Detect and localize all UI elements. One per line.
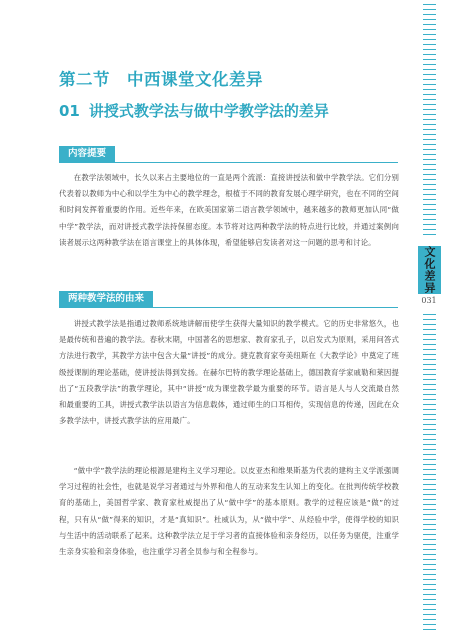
- edge-rule-line: [423, 414, 436, 415]
- section-number: 01: [59, 102, 80, 120]
- edge-rule-line: [423, 39, 436, 40]
- edge-rule-line: [423, 154, 436, 155]
- summary-paragraph: 在教学法领域中，长久以来占主要地位的一直是两个流派：直接讲授法和做中学教学法。它们分别代表着以教师为中心和以学生为中心的教学理念，根植于不同的教育发展心理学研究，也在不同的空间和时间发挥着重要的作用。近些年来，在欧美国家第二语言教学领域中，越来越多的教师更加认同“做中学”教学法，而对讲授式教学法持保留态度。本节将对这两种教学法的特点进行比较，并通过案例向读者展示这两种教学法在语言课堂上的具体体现，希望能够启发读者对这一问题的思考和讨论。: [59, 173, 399, 247]
- edge-rule-line: [423, 469, 436, 470]
- edge-rule-line: [423, 579, 436, 580]
- edge-rule-line: [423, 534, 436, 535]
- edge-rule-line: [423, 109, 436, 110]
- edge-rule-line: [423, 44, 436, 45]
- edge-rule-line: [423, 584, 436, 585]
- edge-rule-line: [423, 204, 436, 205]
- edge-rule-line: [423, 69, 436, 70]
- edge-rule-line: [423, 614, 436, 615]
- section-title-text: 讲授式教学法与做中学教学法的差异: [88, 102, 329, 120]
- edge-rule-line: [423, 619, 436, 620]
- edge-rule-line: [423, 199, 436, 200]
- page-number: 031: [421, 296, 437, 305]
- edge-rule-line: [423, 564, 436, 565]
- edge-rule-line: [423, 354, 436, 355]
- edge-rule-line: [423, 139, 436, 140]
- edge-rule-line: [423, 434, 436, 435]
- edge-rule-line: [423, 89, 436, 90]
- origin-heading-bar: [59, 291, 398, 308]
- edge-rule-line: [423, 104, 436, 105]
- edge-rule-line: [423, 34, 436, 35]
- edge-rule-line: [423, 384, 436, 385]
- edge-rule-line: [423, 219, 436, 220]
- edge-rule-line: [423, 624, 436, 625]
- edge-rule-line: [423, 339, 436, 340]
- edge-rule-line: [423, 49, 436, 50]
- edge-rule-line: [423, 529, 436, 530]
- learning-by-doing-paragraph: “做中学”教学法的理论根源是建构主义学习理论。以皮亚杰和维果斯基为代表的建构主义学派强调学习过程的社会性，也就是说学习者通过与外界和他人的互动来发生认知上的变化。在批判传统学校教育的基础上，美国哲学家、教育家杜威提出了从“做中学”的基本原则。教学的过程应该是“做”的过程，只有从“做”得来的知识，才是“真知识”。杜威认为，从“做中学”、从经验中学，使得学校的知识与生活中的活动联系了起来。这种教学法立足于学习者的直接体验和亲身经历，以任务为驱使，注重学生亲身实验和亲身体验，也注重学习者全员参与和全程参与。: [59, 466, 399, 557]
- edge-rule-line: [423, 29, 436, 30]
- edge-rule-line: [423, 184, 436, 185]
- edge-rule-line: [423, 94, 436, 95]
- chapter-title: 第二节 中西课堂文化差异: [59, 70, 263, 89]
- edge-rule-line: [423, 609, 436, 610]
- lecture-method-paragraph: 讲授式教学法是指通过教师系统地讲解而使学生获得大量知识的教学模式。它的历史非常悠久，也是最传统和普遍的教学法。春秋末期，中国著名的思想家、教育家孔子，以启发式为原则，采用问答式方法进行教学，其教学方法中包含大量“讲授”的成分。捷克教育家夸美纽斯在《大教学论》中奠定了班级授课制的理论基础，使讲授法得到发扬。在赫尔巴特的教学理论基础上，德国教育学家戚勒和莱因提出了“五段教学法”的教学理论，其中“讲授”成为课堂教学最为重要的环节。语言是人与人交流最自然和最重要的工具，讲授式教学法以语言为信息载体，通过师生的口耳相传，实现信息的传递，因此在众多教学法中，讲授式教学法的应用最广。: [59, 319, 399, 426]
- edge-rule-line: [423, 479, 436, 480]
- edge-rule-line: [423, 319, 436, 320]
- edge-rule-line: [423, 349, 436, 350]
- edge-rule-line: [423, 209, 436, 210]
- edge-rule-line: [423, 369, 436, 370]
- edge-rule-line: [423, 179, 436, 180]
- origin-heading: 两种教学法的由来: [59, 291, 153, 307]
- edge-rule-line: [423, 189, 436, 190]
- edge-rule-line: [423, 429, 436, 430]
- edge-rule-line: [423, 59, 436, 60]
- edge-rule-line: [423, 214, 436, 215]
- edge-rule-line: [423, 484, 436, 485]
- edge-rule-line: [423, 554, 436, 555]
- edge-rule-line: [423, 494, 436, 495]
- edge-rule-line: [423, 424, 436, 425]
- edge-rule-line: [423, 134, 436, 135]
- edge-rule-line: [423, 14, 436, 15]
- edge-rule-line: [423, 144, 436, 145]
- edge-rule-line: [423, 509, 436, 510]
- edge-rule-line: [423, 569, 436, 570]
- edge-rule-line: [423, 64, 436, 65]
- edge-rule-line: [423, 129, 436, 130]
- edge-rule-line: [423, 524, 436, 525]
- edge-rule-line: [423, 449, 436, 450]
- edge-rule-line: [423, 594, 436, 595]
- edge-rule-line: [423, 24, 436, 25]
- edge-rule-line: [423, 314, 436, 315]
- edge-rule-line: [423, 474, 436, 475]
- edge-rule-line: [423, 539, 436, 540]
- edge-rule-line: [423, 169, 436, 170]
- edge-rule-line: [423, 124, 436, 125]
- edge-rule-line: [423, 409, 436, 410]
- summary-heading: 内容提要: [59, 146, 115, 162]
- edge-rule-line: [423, 504, 436, 505]
- edge-rule-line: [423, 74, 436, 75]
- edge-rule-line: [423, 164, 436, 165]
- edge-rule-line: [423, 119, 436, 120]
- edge-rule-line: [423, 364, 436, 365]
- edge-rule-line: [423, 379, 436, 380]
- summary-heading-bar: [59, 146, 398, 163]
- edge-rule-line: [423, 174, 436, 175]
- edge-rule-line: [423, 399, 436, 400]
- edge-rule-line: [423, 4, 436, 5]
- edge-rule-line: [423, 324, 436, 325]
- edge-rule-line: [423, 84, 436, 85]
- edge-rule-line: [423, 519, 436, 520]
- edge-rule-line: [423, 459, 436, 460]
- edge-rule-line: [423, 159, 436, 160]
- edge-rule-line: [423, 329, 436, 330]
- edge-rule-line: [423, 224, 436, 225]
- edge-rule-line: [423, 559, 436, 560]
- edge-rule-line: [423, 444, 436, 445]
- edge-rule-line: [423, 514, 436, 515]
- edge-rule-line: [423, 404, 436, 405]
- edge-rule-line: [423, 229, 436, 230]
- edge-rule-line: [423, 374, 436, 375]
- edge-rule-line: [423, 454, 436, 455]
- edge-rule-line: [423, 604, 436, 605]
- edge-rule-line: [423, 544, 436, 545]
- edge-rule-line: [423, 334, 436, 335]
- edge-rule-line: [423, 99, 436, 100]
- edge-rule-line: [423, 9, 436, 10]
- edge-rule-line: [423, 574, 436, 575]
- edge-rule-line: [423, 359, 436, 360]
- edge-rule-line: [423, 589, 436, 590]
- edge-rule-line: [423, 194, 436, 195]
- edge-rule-line: [423, 344, 436, 345]
- edge-rule-line: [423, 549, 436, 550]
- edge-rule-line: [423, 54, 436, 55]
- section-title: [59, 100, 329, 121]
- edge-rule-line: [423, 79, 436, 80]
- edge-rule-line: [423, 389, 436, 390]
- edge-rule-line: [423, 419, 436, 420]
- edge-rules-top: [423, 4, 436, 239]
- chapter-side-tab: 文化差异: [418, 246, 441, 294]
- edge-rule-line: [423, 394, 436, 395]
- edge-rule-line: [423, 629, 436, 630]
- edge-rule-line: [423, 234, 436, 235]
- edge-rule-line: [423, 489, 436, 490]
- edge-rule-line: [423, 464, 436, 465]
- edge-rule-line: [423, 599, 436, 600]
- edge-rule-line: [423, 114, 436, 115]
- edge-rule-line: [423, 439, 436, 440]
- edge-rule-line: [423, 149, 436, 150]
- edge-rules-bottom: [423, 314, 436, 634]
- edge-rule-line: [423, 499, 436, 500]
- edge-rule-line: [423, 19, 436, 20]
